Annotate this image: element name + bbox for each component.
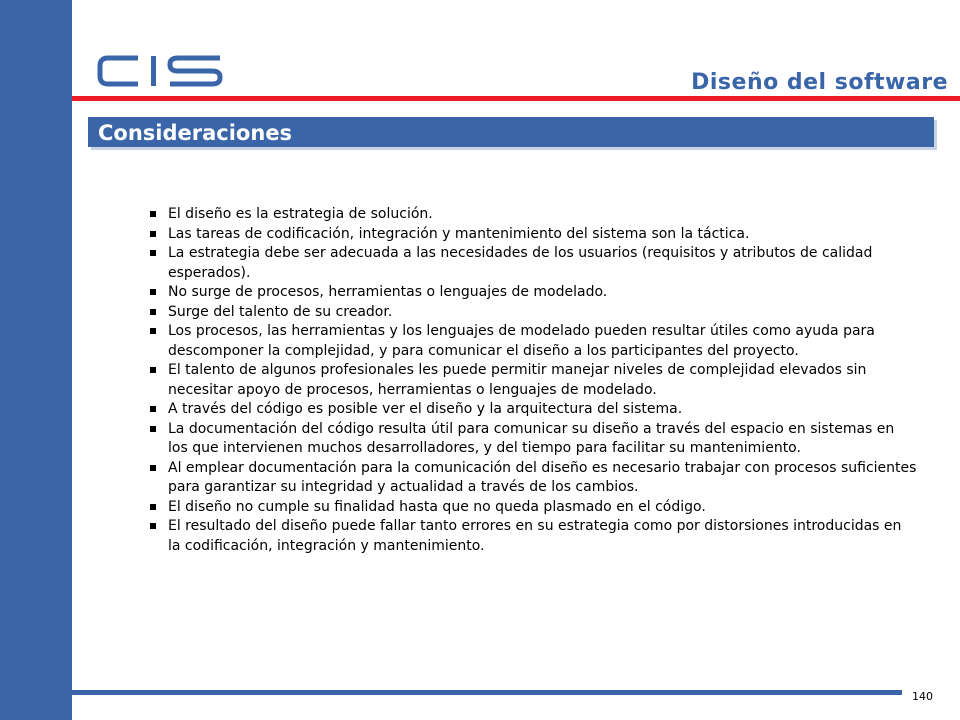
list-item-text: La documentación del código resulta útil para comunicar su diseño a través del espacio en sistemas en los que intervienen muchos desarrolladores, y del tiempo para facilitar su mantenimiento.	[168, 420, 895, 456]
list-item-text: Los procesos, las herramientas y los lenguajes de modelado pueden resultar útiles como ayuda para descomponer la complejidad, y para comunicar el diseño a los participantes del proyecto.	[168, 323, 875, 359]
bullet-square-icon	[150, 211, 156, 217]
list-item	[148, 517, 918, 556]
bullet-square-icon	[150, 406, 156, 412]
left-band	[0, 0, 72, 720]
footer-divider	[72, 690, 902, 695]
list-item-text: No surge de procesos, herramientas o lenguajes de modelado.	[168, 284, 608, 300]
list-item	[148, 322, 918, 361]
bullet-square-icon	[150, 328, 156, 334]
list-item	[148, 400, 918, 420]
list-item	[148, 420, 918, 459]
list-item-text: El diseño no cumple su finalidad hasta que no queda plasmado en el código.	[168, 498, 706, 515]
bullet-square-icon	[150, 309, 156, 315]
list-item	[148, 283, 918, 303]
bullet-square-icon	[150, 504, 156, 510]
bullet-square-icon	[150, 426, 156, 432]
bullet-square-icon	[150, 231, 156, 237]
slide-title: Diseño del software	[691, 70, 948, 95]
list-item	[148, 361, 918, 400]
list-item	[148, 459, 918, 498]
bullet-square-icon	[150, 465, 156, 471]
bullet-square-icon	[150, 367, 156, 373]
header-divider	[72, 96, 960, 101]
list-item	[148, 244, 918, 283]
list-item-text: Surge del talento de su creador.	[168, 303, 393, 320]
list-item	[148, 205, 918, 225]
list-item	[148, 225, 918, 245]
list-item-text: A través del código es posible ver el diseño y la arquitectura del sistema.	[168, 401, 683, 417]
list-item-text: El talento de algunos profesionales les puede permitir manejar niveles de complejidad elevados sin necesitar apoyo de procesos, herramientas o lenguajes de modelado.	[168, 362, 867, 398]
list-item	[148, 303, 918, 323]
list-item-text: Las tareas de codificación, integración y mantenimiento del sistema son la táctica.	[168, 225, 750, 242]
bullet-square-icon	[150, 289, 156, 295]
list-item-text: El resultado del diseño puede fallar tanto errores en su estrategia como por distorsiones introducidas en la codificación, integración y mantenimiento.	[168, 518, 902, 554]
bullet-list	[148, 205, 918, 556]
page-number: 140	[912, 690, 933, 703]
list-item	[148, 498, 918, 518]
list-item-text: La estrategia debe ser adecuada a las necesidades de los usuarios (requisitos y atributos de calidad esperados).	[168, 245, 873, 281]
list-item-text: Al emplear documentación para la comunicación del diseño es necesario trabajar con procesos suficientes para garantizar su integridad y actualidad a través de los cambios.	[168, 459, 917, 495]
section-title: Consideraciones	[98, 121, 293, 145]
list-item-text: El diseño es la estrategia de solución.	[168, 206, 433, 222]
cis-logo	[94, 52, 224, 90]
bullet-square-icon	[150, 250, 156, 256]
bullet-square-icon	[150, 523, 156, 529]
